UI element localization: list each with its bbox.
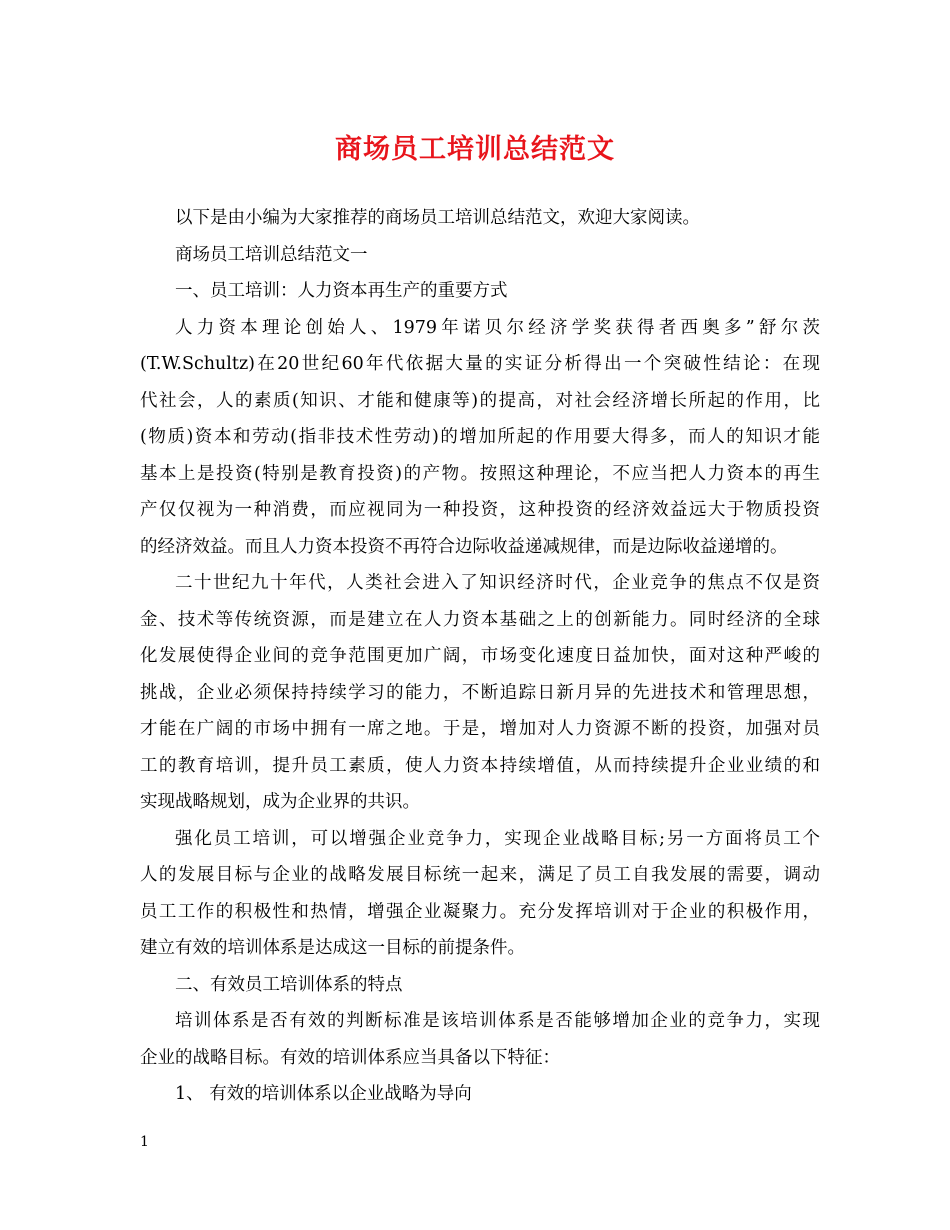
paragraph [140, 1076, 820, 1113]
paragraph [140, 1003, 820, 1076]
paragraph [140, 821, 820, 967]
paragraph-line: 金、技术等传统资源，而是建立在人力资本基础之上的创新能力。同时经济的全球 [140, 609, 820, 630]
document-title: 商场员工培训总结范文 [335, 134, 615, 165]
paragraph-line: 1、 有效的培训体系以企业战略为导向 [175, 1084, 472, 1104]
paragraph [140, 200, 820, 237]
paragraph-line: 二十世纪九十年代，人类社会进入了知识经济时代，企业竞争的焦点不仅是资 [175, 573, 820, 593]
paragraph [140, 967, 820, 1004]
paragraph-line: 的经济效益。而且人力资本投资不再符合边际收益递减规律，而是边际收益递增的。 [140, 536, 788, 557]
paragraph-line: 培训体系是否有效的判断标准是该培训体系是否能够增加企业的竞争力，实现 [175, 1011, 820, 1031]
paragraph-line: 基本上是投资(特别是教育投资)的产物。按照这种理论，不应当把人力资本的再生 [140, 463, 820, 484]
paragraph-line: 以下是由小编为大家推荐的商场员工培训总结范文，欢迎大家阅读。 [175, 208, 700, 228]
paragraph-line: 二、有效员工培训体系的特点 [175, 974, 403, 995]
paragraph-line: 人的发展目标与企业的战略发展目标统一起来，满足了员工自我发展的需要，调动 [140, 865, 820, 885]
document-body [140, 200, 820, 1113]
paragraph-line: 实现战略规划，成为企业界的共识。 [140, 792, 420, 812]
paragraph-line: 挑战，企业必须保持持续学习的能力，不断追踪日新月异的先进技术和管理思想， [140, 682, 820, 703]
paragraph-line: 才能在广阔的市场中拥有一席之地。于是，增加对人力资源不断的投资，加强对员 [140, 719, 820, 739]
paragraph-line: 建立有效的培训体系是达成这一目标的前提条件。 [140, 938, 525, 958]
paragraph [140, 273, 820, 310]
paragraph [140, 310, 820, 566]
paragraph-line: 产仅仅视为一种消费，而应视同为一种投资，这种投资的经济效益远大于物质投资 [140, 500, 820, 520]
paragraph-line: 强化员工培训，可以增强企业竞争力，实现企业战略目标;另一方面将员工个 [175, 828, 820, 849]
paragraph-line: 代社会，人的素质(知识、才能和健康等)的提高，对社会经济增长所起的作用，比 [140, 390, 820, 411]
paragraph [140, 237, 820, 274]
paragraph-line: 商场员工培训总结范文一 [175, 244, 368, 265]
page-number: 1 [140, 1134, 149, 1150]
paragraph [140, 565, 820, 821]
paragraph-line: 员工工作的积极性和热情，增强企业凝聚力。充分发挥培训对于企业的积极作用， [140, 901, 820, 922]
paragraph-line: 化发展使得企业间的竞争范围更加广阔，市场变化速度日益加快，面对这种严峻的 [140, 646, 820, 666]
paragraph-line: 人力资本理论创始人、1979年诺贝尔经济学奖获得者西奥多”舒尔茨 [175, 317, 820, 338]
paragraph-line: 一、员工培训：人力资本再生产的重要方式 [175, 281, 508, 301]
paragraph-line: 企业的战略目标。有效的培训体系应当具备以下特征： [140, 1047, 560, 1068]
paragraph-line: 工的教育培训，提升员工素质，使人力资本持续增值，从而持续提升企业业绩的和 [140, 755, 820, 776]
paragraph-line: (物质)资本和劳动(指非技术性劳动)的增加所起的作用要大得多，而人的知识才能 [140, 427, 820, 447]
paragraph-line: (T.W.Schultz)在20世纪60年代依据大量的实证分析得出一个突破性结论：在现 [140, 354, 820, 374]
